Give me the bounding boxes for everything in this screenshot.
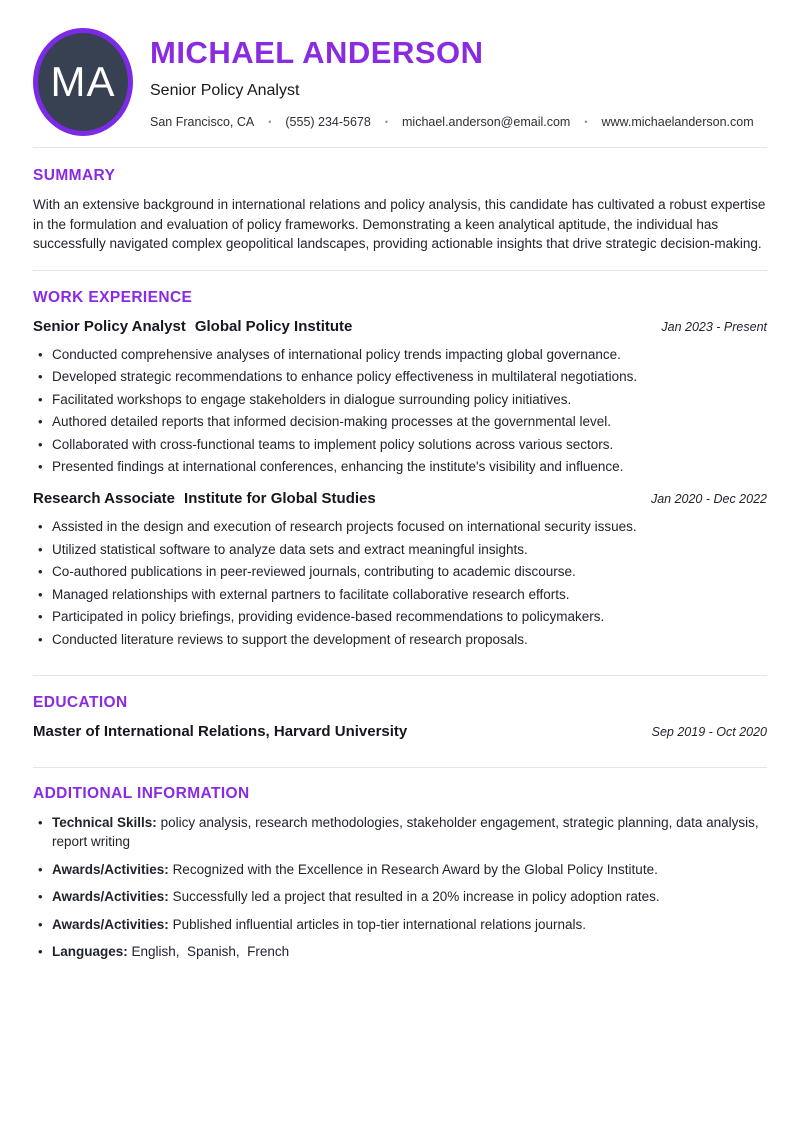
contact-phone: (555) 234-5678 xyxy=(285,115,371,129)
job-dates: Jan 2023 - Present xyxy=(661,319,767,334)
job-bullet: • Authored detailed reports that informed decision-making processes at the governmental level. xyxy=(33,412,767,431)
job-company: Institute for Global Studies xyxy=(184,490,376,507)
info-label: Awards/Activities: xyxy=(52,861,169,877)
job-bullet: • Presented findings at international conferences, enhancing the institute's visibility and influence. xyxy=(33,457,767,476)
job-entry-header xyxy=(33,490,767,507)
additional-info-heading: ADDITIONAL INFORMATION xyxy=(33,784,250,802)
education-heading: EDUCATION xyxy=(33,693,128,711)
info-text: English, Spanish, French xyxy=(131,944,290,959)
job-position: Senior Policy Analyst xyxy=(33,317,186,335)
contact-location: San Francisco, CA xyxy=(150,115,255,129)
info-item-award xyxy=(33,915,767,935)
job-bullet-list xyxy=(33,517,767,649)
header-text xyxy=(150,28,754,136)
info-text: Published influential articles in top-tier international relations journals. xyxy=(172,916,587,932)
divider xyxy=(33,147,767,148)
divider xyxy=(33,270,767,271)
job-dates: Jan 2020 - Dec 2022 xyxy=(650,492,767,506)
divider xyxy=(33,767,767,768)
summary-text: With an extensive background in international relations and policy analysis, this candidate has cultivated a robust expertise in the formulation and evaluation of policy frameworks. Demonstrating a keen analytical aptitude, the individual has successfully navigated complex geopolitical landscapes, providing actionable insights that drive strategic decision-making. xyxy=(33,197,766,251)
job-bullet: • Facilitated workshops to engage stakeholders in dialogue surrounding policy initiatives. xyxy=(33,390,767,409)
job-bullet: • Conducted literature reviews to support the development of research proposals. xyxy=(33,630,767,649)
dot-separator-icon: • xyxy=(384,117,389,127)
job-bullet: • Managed relationships with external partners to facilitate collaborative research efforts. xyxy=(33,585,767,604)
info-text: Recognized with the Excellence in Research Award by the Global Policy Institute. xyxy=(172,861,658,877)
job-bullet: • Collaborated with cross-functional teams to implement policy solutions across various sectors. xyxy=(33,435,767,454)
dot-separator-icon: • xyxy=(268,117,272,127)
info-label: Awards/Activities: xyxy=(52,916,169,932)
avatar-initials: MA xyxy=(50,58,116,105)
info-text: policy analysis, research methodologies, stakeholder engagement, strategic planning, data analysis, report writing xyxy=(52,814,763,849)
job-title-line xyxy=(33,318,352,335)
avatar xyxy=(33,28,133,136)
job-bullet: • Assisted in the design and execution of research projects focused on international security issues. xyxy=(33,517,767,536)
job-company: Global Policy Institute xyxy=(194,317,353,335)
candidate-name: MICHAEL ANDERSON xyxy=(150,35,484,70)
job-entry-header xyxy=(33,318,767,335)
education-degree: Master of International Relations, Harvard University xyxy=(33,722,408,740)
contact-website: www.michaelanderson.com xyxy=(601,115,754,129)
job-bullet: • Co-authored publications in peer-reviewed journals, contributing to academic discourse. xyxy=(33,562,767,581)
resume-header xyxy=(33,0,767,136)
info-item-award xyxy=(33,860,767,880)
info-item-technical-skills xyxy=(33,813,767,852)
job-bullet-list xyxy=(33,345,767,477)
info-label: Awards/Activities: xyxy=(52,889,169,904)
contact-email: michael.anderson@email.com xyxy=(402,115,571,129)
info-item-award xyxy=(33,887,767,907)
job-bullet: • Developed strategic recommendations to enhance policy effectiveness in multilateral negotiations. xyxy=(33,367,767,386)
education-entry xyxy=(33,723,767,740)
info-item-languages xyxy=(33,942,767,962)
info-label: Technical Skills: xyxy=(52,814,157,830)
job-bullet: • Utilized statistical software to analyze data sets and extract meaningful insights. xyxy=(33,540,767,559)
divider xyxy=(33,675,767,676)
dot-separator-icon: • xyxy=(584,117,588,127)
job-bullet: • Conducted comprehensive analyses of international policy trends impacting global governance. xyxy=(33,345,767,364)
info-label: Languages: xyxy=(52,944,128,959)
candidate-title: Senior Policy Analyst xyxy=(150,82,300,99)
work-experience-heading: WORK EXPERIENCE xyxy=(33,288,193,306)
job-bullet: • Participated in policy briefings, providing evidence-based recommendations to policymakers. xyxy=(33,607,767,626)
summary-heading: SUMMARY xyxy=(33,167,116,184)
education-dates: Sep 2019 - Oct 2020 xyxy=(651,724,767,739)
info-text: Successfully led a project that resulted in a 20% increase in policy adoption rates. xyxy=(172,889,660,904)
job-title-line xyxy=(33,490,376,507)
additional-info-list xyxy=(33,813,767,962)
job-position: Research Associate xyxy=(33,490,176,507)
contact-row xyxy=(150,115,754,129)
